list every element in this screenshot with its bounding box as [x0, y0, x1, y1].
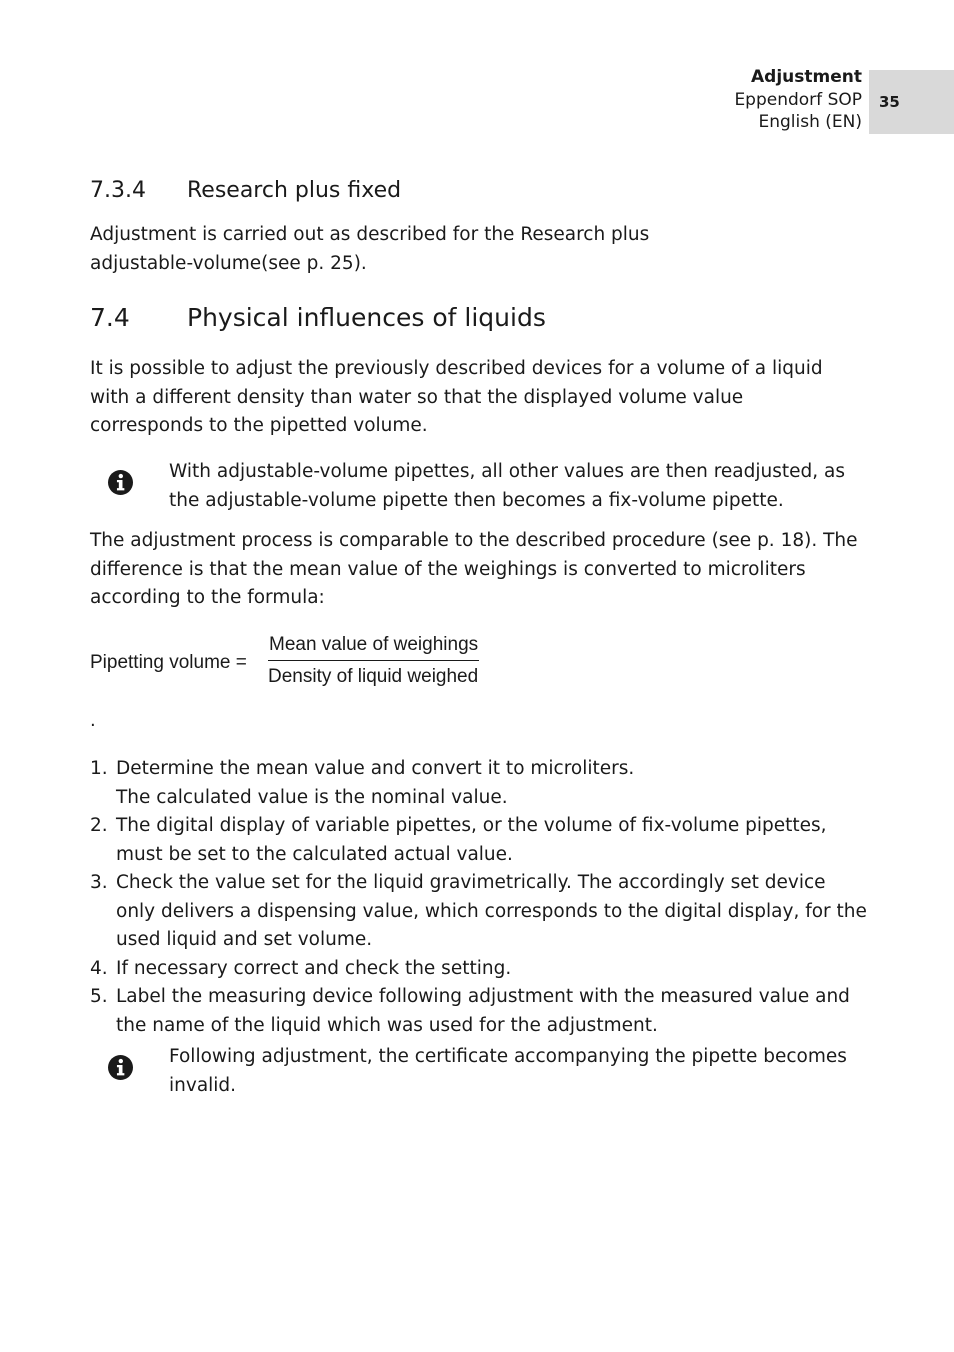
research-plus-paragraph: Adjustment is carried out as described for the Research plus adjustable-volume(see p. 25).: [90, 224, 650, 274]
list-item: 5. Label the measuring device following adjustment with the measured value and the name of the liquid which was used for the adjustment.: [90, 986, 850, 1036]
procedure-steps: [90, 755, 870, 1040]
note-text: Following adjustment, the certificate accompanying the pipette becomes invalid.: [169, 1046, 847, 1096]
section-number: 7.3.4: [90, 178, 146, 203]
formula-fraction: [268, 634, 479, 688]
section-title: Physical influences of liquids: [187, 303, 546, 332]
list-item: The calculated value is the nominal value.: [116, 786, 508, 808]
trailing-dot: .: [90, 710, 96, 731]
process-paragraph: The adjustment process is comparable to the described procedure (see p. 18). The difference is that the mean value of the weighings is converted to microliters according to the formula:: [90, 530, 858, 608]
formula-lhs: Pipetting volume =: [90, 652, 247, 673]
document-language: English (EN): [758, 112, 862, 132]
page-number-tab: [869, 70, 954, 134]
document-name: Eppendorf SOP: [734, 89, 862, 110]
page-number: 35: [879, 93, 900, 111]
formula-denominator: Density of liquid weighed: [268, 666, 479, 687]
section-heading-7-4: [90, 303, 546, 332]
list-item: 2. The digital display of variable pipettes, or the volume of fix-volume pipettes, must be set to the calculated actual value.: [90, 815, 827, 865]
running-header: [734, 66, 862, 134]
section-heading-7-3-4: [90, 178, 401, 203]
intro-paragraph: It is possible to adjust the previously described devices for a volume of a liquid with a different density than water so that the displayed volume value corresponds to the pipetted volume.: [90, 358, 823, 436]
list-item: 3. Check the value set for the liquid gravimetrically. The accordingly set device only delivers a dispensing value, which corresponds to the digital display, for the used liquid and set volume.: [90, 872, 867, 950]
chapter-title: Adjustment: [751, 67, 862, 87]
list-item: 4. If necessary correct and check the setting.: [90, 957, 512, 979]
note-text: With adjustable-volume pipettes, all other values are then readjusted, as the adjustable-volume pipette then becomes a fix-volume pipette.: [169, 461, 845, 511]
section-number: 7.4: [90, 303, 130, 332]
formula-numerator: Mean value of weighings: [268, 634, 479, 661]
info-icon: [108, 1055, 133, 1080]
list-item: 1. Determine the mean value and convert it to microliters.: [90, 758, 635, 779]
info-icon: [108, 470, 133, 495]
section-title: Research plus fixed: [187, 178, 402, 203]
